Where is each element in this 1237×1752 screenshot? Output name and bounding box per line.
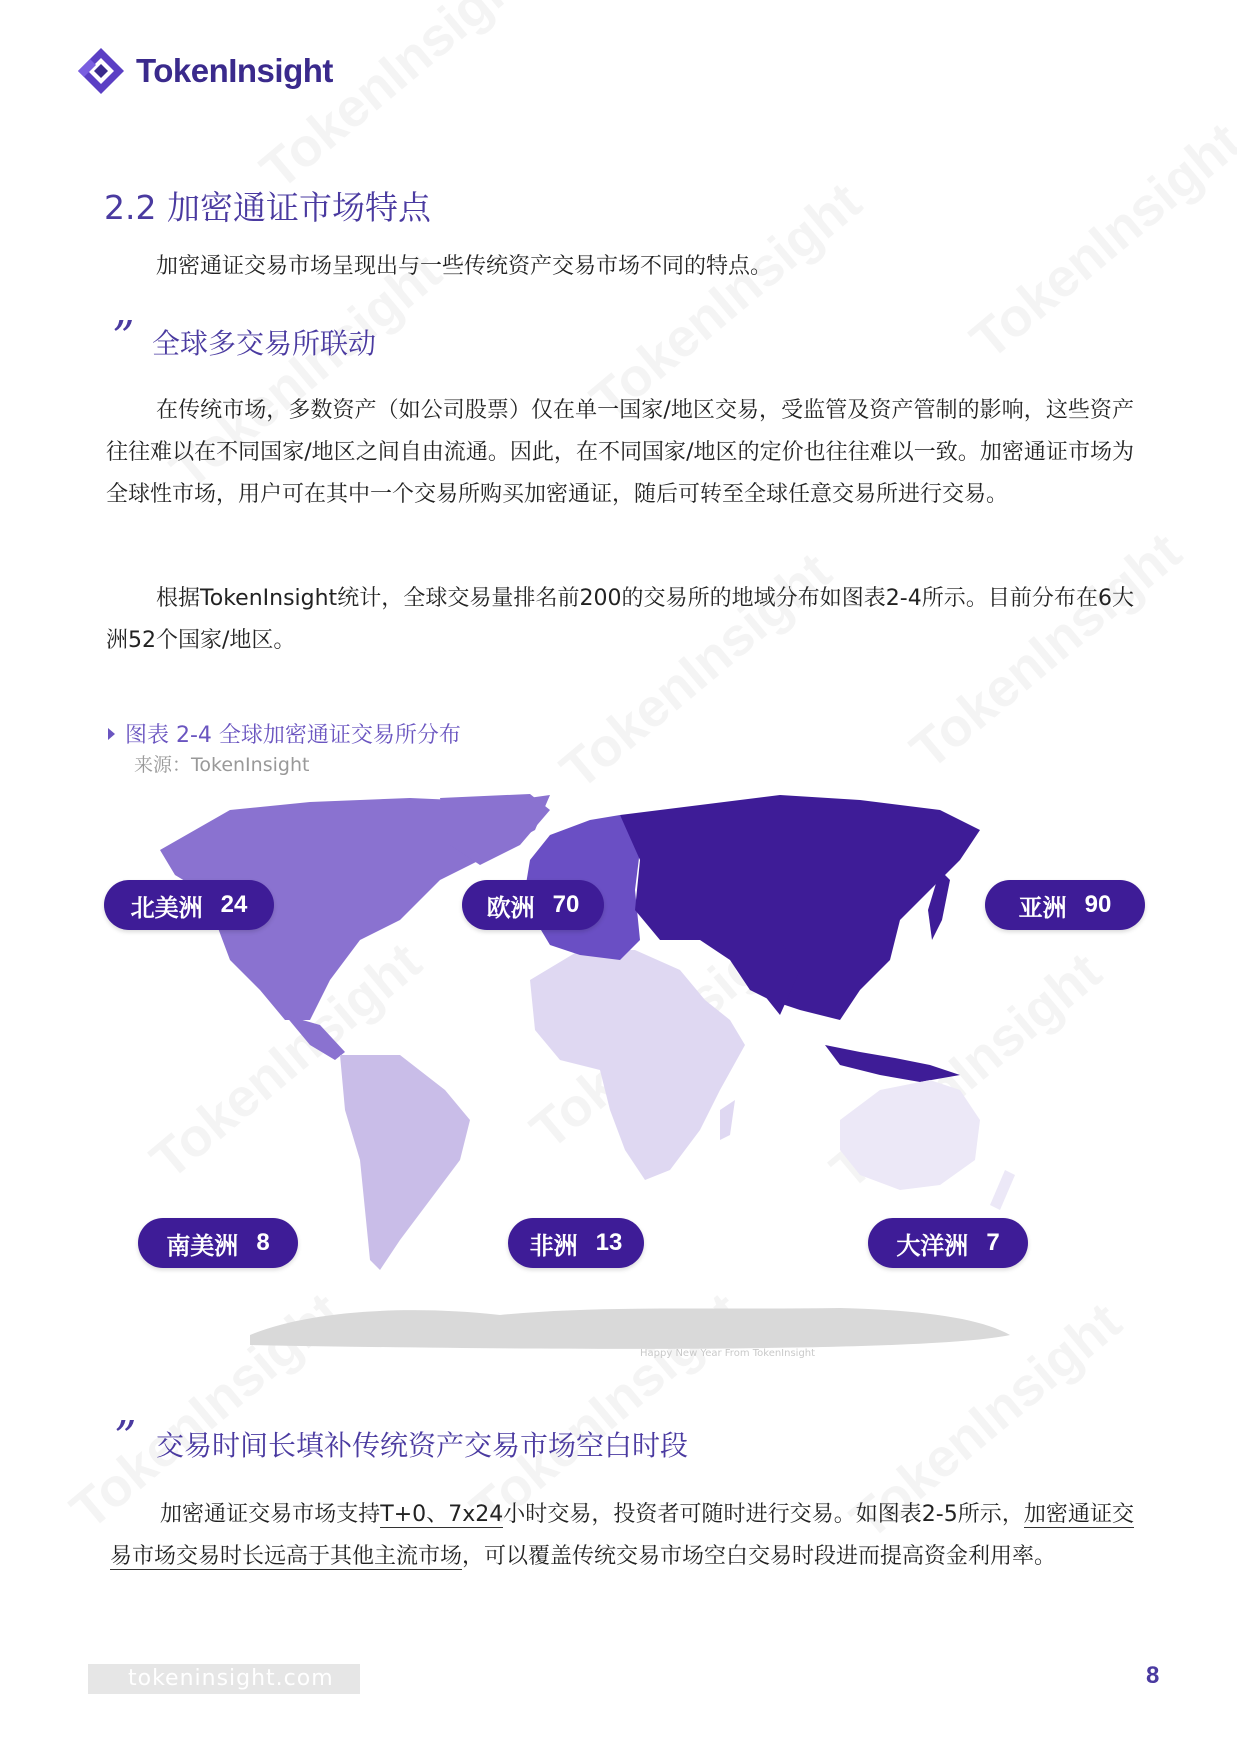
- figure-title-text: 图表 2-4 全球加密通证交易所分布: [125, 723, 461, 748]
- brand-logo: [76, 46, 333, 96]
- subsection-title-trading-hours: 交易时间长填补传统资产交易市场空白时段: [156, 1429, 689, 1462]
- new-zealand-shape: [990, 1170, 1015, 1210]
- world-map: [80, 790, 1160, 1360]
- region-count: 7: [986, 1229, 1000, 1256]
- region-count: 8: [256, 1229, 270, 1256]
- figure-source: 来源：TokenInsight: [134, 754, 310, 776]
- madagascar-shape: [720, 1100, 735, 1140]
- australia-shape: [840, 1080, 980, 1190]
- region-name: 亚洲: [1018, 894, 1067, 922]
- region-label-north-america: [104, 880, 274, 930]
- region-name: 非洲: [529, 1232, 578, 1260]
- region-count: 70: [552, 891, 580, 918]
- region-count: 13: [595, 1229, 623, 1256]
- watermark-text: [249, 0, 543, 201]
- africa-shape: [530, 950, 745, 1180]
- region-name: 欧洲: [486, 894, 535, 922]
- page-number: 8: [1146, 1662, 1160, 1689]
- south-america-shape: [340, 1055, 470, 1270]
- region-label-asia: [985, 880, 1145, 930]
- tokeninsight-logo-icon: [76, 46, 126, 96]
- central-america-shape: [285, 1015, 345, 1060]
- region-count: 90: [1084, 891, 1112, 918]
- intro-paragraph: 加密通证交易市场呈现出与一些传统资产交易市场不同的特点。: [156, 254, 773, 279]
- paragraph-global-market: 在传统市场，多数资产（如公司股票）仅在单一国家/地区交易，受监管及资产管制的影响，这些资产往往难以在不同国家/地区之间自由流通。因此，在不同国家/地区的定价也往往难以一致。加密通证市场为全球性市场，用户可在其中一个交易所购买加密通证，随后可转至全球任意交易所进行交易。: [106, 398, 1134, 507]
- region-label-south-america: [138, 1218, 298, 1268]
- underlined-text: 加密通证交易市场交易时长远高于其他主流市场: [110, 1502, 1134, 1569]
- region-name: 南美洲: [166, 1232, 239, 1260]
- footer-url[interactable]: tokeninsight.com: [128, 1666, 334, 1691]
- para-text: 加密通证交易市场支持: [160, 1502, 381, 1527]
- region-name: 北美洲: [130, 894, 203, 922]
- region-name: 大洋洲: [896, 1232, 969, 1260]
- antarctica-shape: [250, 1308, 1010, 1349]
- quote-mark-icon: ”: [112, 312, 135, 363]
- caret-right-icon: [108, 728, 115, 740]
- region-label-oceania: [868, 1218, 1028, 1268]
- paragraph-trading-hours: [110, 1494, 1134, 1578]
- map-easter-egg-text: Happy New Year From TokenInsight: [640, 1348, 816, 1359]
- indonesia-shape: [825, 1045, 960, 1082]
- figure-title: [108, 718, 461, 749]
- underlined-text: T+0、7x24: [380, 1502, 504, 1527]
- region-count: 24: [220, 891, 248, 918]
- brand-name: TokenInsight: [136, 52, 333, 89]
- quote-mark-icon: ”: [114, 1412, 137, 1463]
- subsection-title-global: 全球多交易所联动: [152, 327, 377, 360]
- paragraph-exchange-stats: 根据TokenInsight统计，全球交易量排名前200的交易所的地域分布如图表2-4所示。目前分布在6大洲52个国家/地区。: [106, 586, 1134, 653]
- para-text: 小时交易，投资者可随时进行交易。如图表2-5所示，: [503, 1502, 1024, 1527]
- section-title: 2.2 加密通证市场特点: [104, 188, 431, 227]
- region-label-africa: [508, 1218, 644, 1268]
- watermark-text: [959, 111, 1237, 372]
- para-text: ，可以覆盖传统交易市场空白交易时段进而提高资金利用率。: [462, 1544, 1057, 1569]
- region-label-europe: [462, 880, 604, 930]
